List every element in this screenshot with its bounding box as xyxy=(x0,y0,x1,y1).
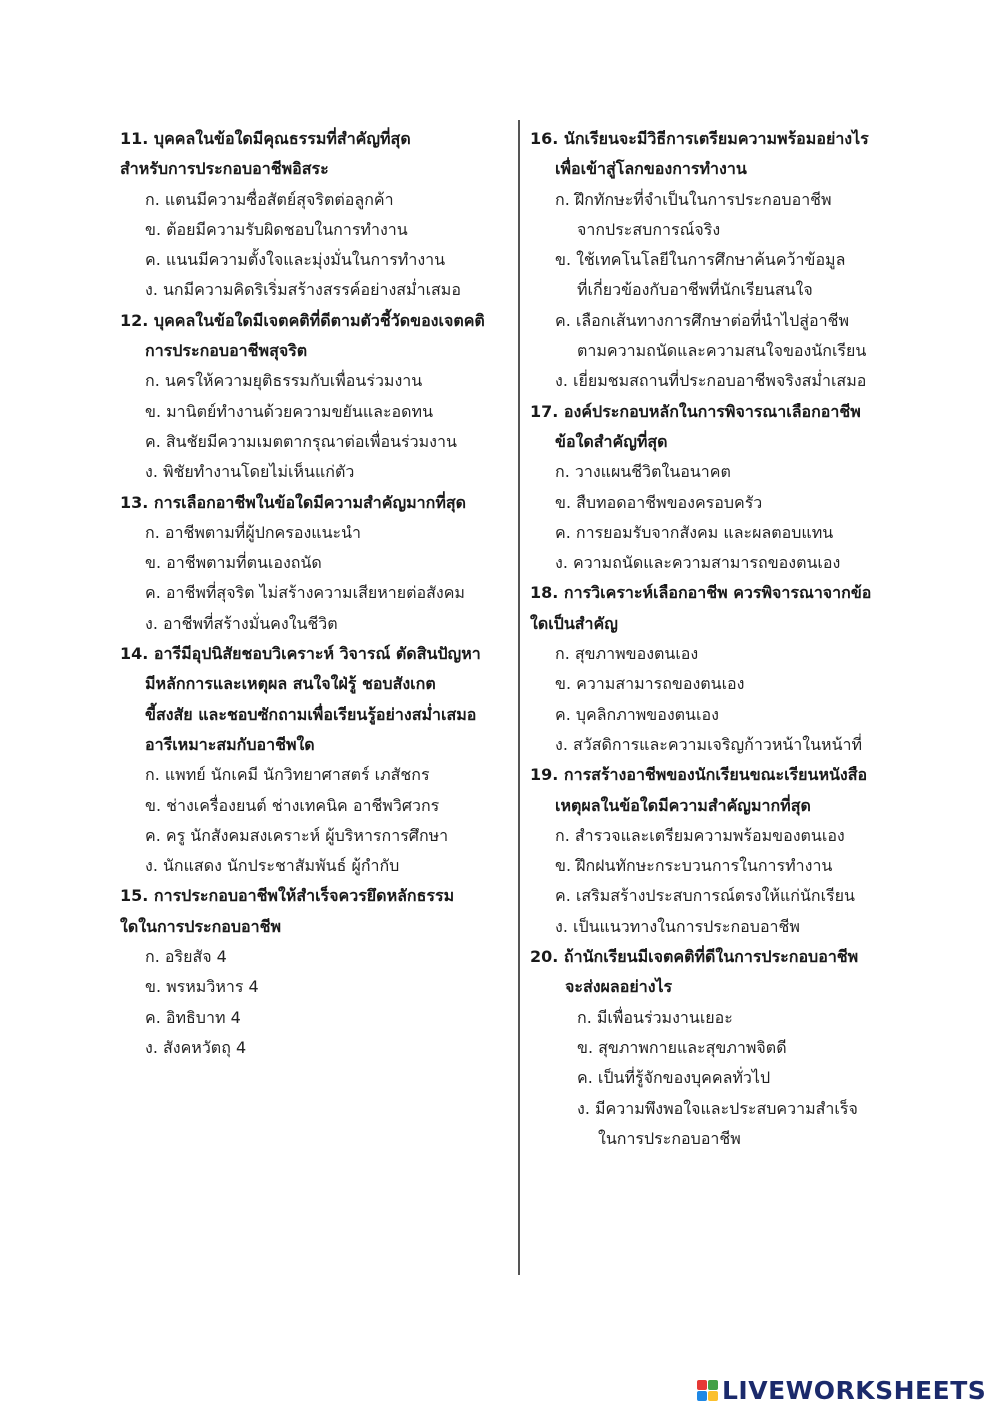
answer-option: ค. ครู นักสังคมสงเคราะห์ ผู้บริหารการศึกษา xyxy=(145,825,449,845)
answer-option: ง. นักแสดง นักประชาสัมพันธ์ ผู้กำกับ xyxy=(145,856,400,876)
answer-option: ก. สุขภาพของตนเอง xyxy=(555,644,699,664)
answer-option: ง. นกมีความคิดริเริ่มสร้างสรรค์อย่างสม่ำเสมอ xyxy=(145,280,461,300)
answer-option: ข. มานิตย์ทำงานด้วยความขยันและอดทน xyxy=(145,401,434,421)
question-text: 11. บุคคลในข้อใดมีคุณธรรมที่สำคัญที่สุด xyxy=(120,129,411,148)
question-text: ข้อใดสำคัญที่สุด xyxy=(555,431,668,451)
question-text: เพื่อเข้าสู่โลกของการทำงาน xyxy=(555,159,747,179)
answer-option: ตามความถนัดและความสนใจของนักเรียน xyxy=(577,341,867,361)
logo-square xyxy=(708,1380,718,1390)
answer-option: ค. เสริมสร้างประสบการณ์ตรงให้แก่นักเรียน xyxy=(555,886,855,906)
answer-option: ข. สุขภาพกายและสุขภาพจิตดี xyxy=(577,1037,787,1057)
question-text: 18. การวิเคราะห์เลือกอาชีพ ควรพิจารณาจากข้อ xyxy=(530,583,872,603)
question-text: 15. การประกอบอาชีพให้สำเร็จควรยึดหลักธรรม xyxy=(120,886,455,906)
column-divider xyxy=(518,120,520,1275)
question-text: จะส่งผลอย่างไร xyxy=(565,977,673,997)
answer-option: ค. เป็นที่รู้จักของบุคคลทั่วไป xyxy=(577,1068,771,1088)
answer-option: ง. สังคหวัตถุ 4 xyxy=(145,1037,247,1057)
question-text: 17. องค์ประกอบหลักในการพิจารณาเลือกอาชีพ xyxy=(530,401,861,421)
answer-option: ก. อาชีพตามที่ผู้ปกครองแนะนำ xyxy=(145,522,362,542)
answer-option: ข. สืบทอดอาชีพของครอบครัว xyxy=(555,492,763,512)
answer-option: ค. เลือกเส้นทางการศึกษาต่อที่นำไปสู่อาชีพ xyxy=(555,310,850,330)
answer-option: ค. สินชัยมีความเมตตากรุณาต่อเพื่อนร่วมงาน xyxy=(145,431,457,451)
answer-option: ง. เยี่ยมชมสถานที่ประกอบอาชีพจริงสม่ำเสมอ xyxy=(555,371,867,391)
answer-option: จากประสบการณ์จริง xyxy=(577,219,721,239)
answer-option: ง. ความถนัดและความสามารถของตนเอง xyxy=(555,553,841,573)
answer-option: ข. ฝึกฝนทักษะกระบวนการในการทำงาน xyxy=(555,856,833,876)
answer-option: ง. อาชีพที่สร้างมั่นคงในชีวิต xyxy=(145,613,338,633)
answer-option: ในการประกอบอาชีพ xyxy=(598,1128,741,1148)
question-text: มีหลักการและเหตุผล สนใจใฝ่รู้ ชอบสังเกต xyxy=(145,674,436,694)
question-text: 12. บุคคลในข้อใดมีเจตคติที่ดีตามตัวชี้วัดของเจตคติ xyxy=(120,310,485,330)
answer-option: ก. แตนมีความซื่อสัตย์สุจริตต่อลูกค้า xyxy=(145,189,394,209)
answer-option: ที่เกี่ยวข้องกับอาชีพที่นักเรียนสนใจ xyxy=(577,280,813,300)
question-text: 16. นักเรียนจะมีวิธีการเตรียมความพร้อมอย่างไร xyxy=(530,129,869,148)
answer-option: ข. ใช้เทคโนโลยีในการศึกษาค้นคว้าข้อมูล xyxy=(555,250,846,270)
answer-option: ข. ความสามารถของตนเอง xyxy=(555,674,745,694)
answer-option: ง. พิชัยทำงานโดยไม่เห็นแก่ตัว xyxy=(145,462,355,482)
answer-option: ก. อริยสัจ 4 xyxy=(145,947,227,967)
answer-option: ก. มีเพื่อนร่วมงานเยอะ xyxy=(577,1007,733,1027)
question-text: 20. ถ้านักเรียนมีเจตคติที่ดีในการประกอบอาชีพ xyxy=(530,947,859,967)
question-text: 14. อารีมีอุปนิสัยชอบวิเคราะห์ วิจารณ์ ตัดสินปัญหา xyxy=(120,644,481,664)
logo-square xyxy=(697,1391,707,1401)
answer-option: ก. นครให้ความยุติธรรมกับเพื่อนร่วมงาน xyxy=(145,371,423,391)
answer-option: ค. อาชีพที่สุจริต ไม่สร้างความเสียหายต่อสังคม xyxy=(145,583,465,603)
question-text: 13. การเลือกอาชีพในข้อใดมีความสำคัญมากที่สุด xyxy=(120,492,467,512)
logo-text: LIVEWORKSHEETS xyxy=(722,1375,987,1405)
answer-option: ง. สวัสดิการและความเจริญก้าวหน้าในหน้าที่ xyxy=(555,734,863,754)
logo-square xyxy=(708,1391,718,1401)
answer-option: ข. อาชีพตามที่ตนเองถนัด xyxy=(145,553,322,573)
answer-option: ง. มีความพึงพอใจและประสบความสำเร็จ xyxy=(577,1098,858,1118)
answer-option: ง. เป็นแนวทางในการประกอบอาชีพ xyxy=(555,916,800,936)
liveworksheets-logo xyxy=(697,1375,986,1405)
answer-option: ก. แพทย์ นักเคมี นักวิทยาศาสตร์ เภสัชกร xyxy=(145,765,430,785)
answer-option: ค. การยอมรับจากสังคม และผลตอบแทน xyxy=(555,522,834,542)
question-text: เหตุผลในข้อใดมีความสำคัญมากที่สุด xyxy=(555,795,811,815)
question-text: ขี้สงสัย และชอบซักถามเพื่อเรียนรู้อย่างสม่ำเสมอ xyxy=(145,704,477,724)
question-text: ใดในการประกอบอาชีพ xyxy=(120,916,282,936)
answer-option: ค. อิทธิบาท 4 xyxy=(145,1007,241,1027)
question-text: อารีเหมาะสมกับอาชีพใด xyxy=(145,734,315,754)
question-text: 19. การสร้างอาชีพของนักเรียนขณะเรียนหนังสือ xyxy=(530,765,868,785)
answer-option: ก. ฝึกทักษะที่จำเป็นในการประกอบอาชีพ xyxy=(555,189,832,209)
answer-option: ข. ช่างเครื่องยนต์ ช่างเทคนิค อาชีพวิศวกร xyxy=(145,795,440,815)
answer-option: ข. พรหมวิหาร 4 xyxy=(145,977,259,997)
answer-option: ค. แนนมีความตั้งใจและมุ่งมั่นในการทำงาน xyxy=(145,250,446,270)
answer-option: ก. วางแผนชีวิตในอนาคต xyxy=(555,462,731,482)
question-text: สำหรับการประกอบอาชีพอิสระ xyxy=(120,159,329,179)
logo-mark-icon xyxy=(697,1380,718,1401)
answer-option: ก. สำรวจและเตรียมความพร้อมของตนเอง xyxy=(555,825,845,845)
right-column xyxy=(530,124,930,1154)
answer-option: ข. ต้อยมีความรับผิดชอบในการทำงาน xyxy=(145,219,408,239)
left-column xyxy=(120,124,510,1063)
answer-option: ค. บุคลิกภาพของตนเอง xyxy=(555,704,719,724)
logo-square xyxy=(697,1380,707,1390)
question-text: การประกอบอาชีพสุจริต xyxy=(145,341,308,361)
question-text: ใดเป็นสำคัญ xyxy=(530,613,618,633)
